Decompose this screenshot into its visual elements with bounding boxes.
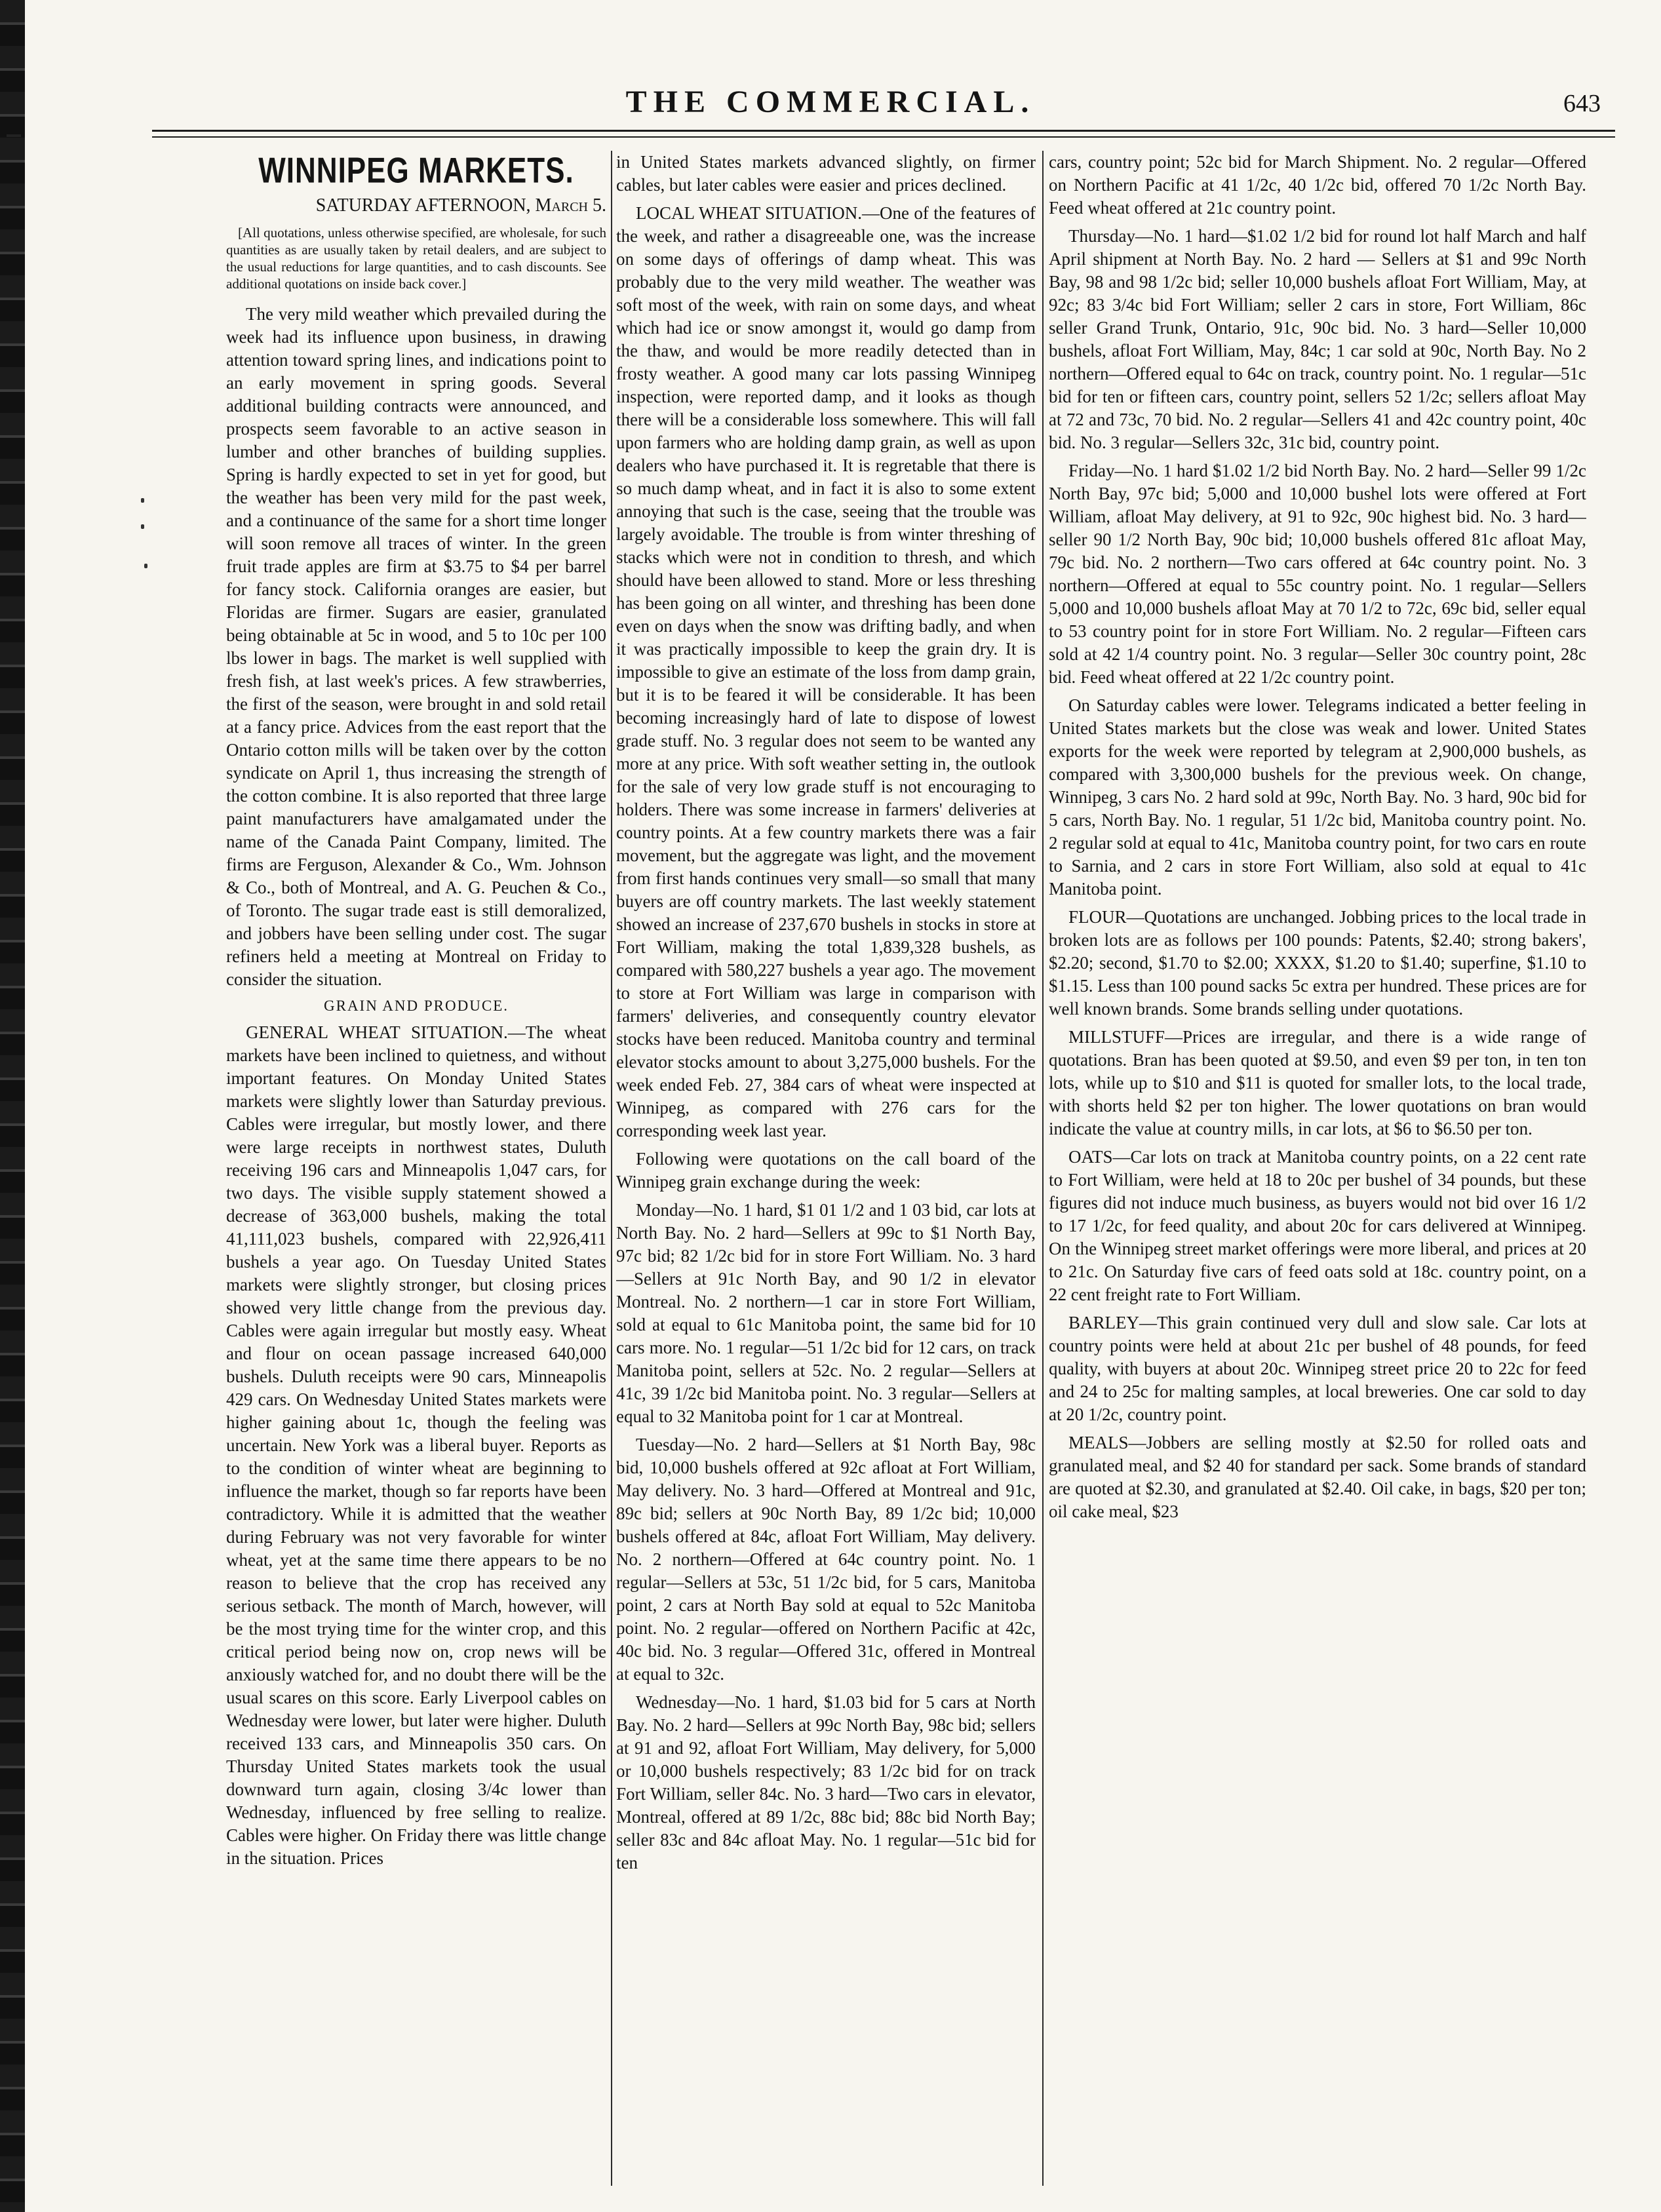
paragraph-lead: FLOUR (1068, 907, 1127, 927)
paragraph: Tuesday—No. 2 hard—Sellers at $1 North Bay, 98c bid, 10,000 bushels offered at 92c afloat at Fort William, May delivery. No. 3 hard—Offered at Montreal and 91c, 89c bid; sellers at 90c North Bay, 89 1/2c bid; 10,000 bushels offered at 84c, afloat Fort William, May delivery. No. 2 northern—Offered at 64c country point. No. 1 regular—Sellers at 53c, 51 1/2c bid, for 5 cars, Manitoba point, 2 cars at North Bay sold at equal to 52c Manitoba point. No. 2 regular—offered on Northern Pacific at 42c, 40c bid. No. 3 regular—Offered 31c, offered in Montreal at equal to 32c. (616, 1435, 1036, 1684)
column-1 (226, 151, 606, 2186)
paragraph (1049, 1026, 1586, 1140)
masthead (46, 84, 1615, 123)
paragraph: The very mild weather which prevailed during the week had its influence upon business, in drawing attention toward spring lines, and indications point to an early movement in spring goods. Several additional building contracts were announced, and prospects seem favorable to an active season in lumber and other branches of building supplies. Spring is hardly expected to set in yet for good, but the weather has been very mild for the past week, and a continuance of the same for a short time longer will soon remove all traces of winter. In the green fruit trade apples are firm at $3.75 to $4 per barrel for fancy stock. California oranges are easier, but Floridas are firmer. Sugars are easier, granulated being obtainable at 5c in wood, and 5 to 10c per 100 lbs lower in bags. The market is well supplied with fresh fish, at last week's prices. A few strawberries, the first of the season, were brought in and sold retail at a fancy price. Advices from the east report that the Ontario cotton mills will be taken over by the cotton syndicate on April 1, thus increasing the strength of the cotton combine. It is also reported that three large paint manufacturers have amalgamated under the name of the Canada Paint Company, limited. The firms are Ferguson, Alexander & Co., Wm. Johnson & Co., both of Montreal, and A. G. Peuchen & Co., of Toronto. The sugar trade east is still demoralized, and jobbers have been selling under cost. The sugar refiners held a meeting at Montreal on Friday to consider the situation. (226, 304, 606, 989)
paragraph-body: —Car lots on track at Manitoba country points, on a 22 cent rate to Fort William, were held at 18 to 20c per bushel of 34 pounds, but these figures did not induce much business, as buyers would not bid over 16 1/2 to 17 1/2c, for feed quality, and about 20c for cars delivered at Winnipeg. On the Winnipeg street market offerings were more liberal, and prices at 20 to 21c. On Saturday five cars of feed oats sold at 18c. country point, on a 22 cent freight rate to Fort William. (1049, 1147, 1586, 1304)
page-number: 643 (1563, 90, 1601, 117)
section-subhead: GRAIN AND PRODUCE. (324, 998, 509, 1014)
paragraph (1049, 1431, 1586, 1523)
margin-speck (144, 564, 147, 568)
dateline: SATURDAY AFTERNOON, March 5. (315, 195, 606, 216)
quotation-note: [All quotations, unless otherwise specified, are wholesale, for such quantities as are usually taken by retail dealers, and are subject to the usual reductions for large quantities, and to cash discounts. See additional quotations on inside back cover.] (226, 225, 606, 292)
paragraph-body: —Quotations are unchanged. Jobbing prices to the local trade in broken lots are as follows per 100 pounds: Patents, $2.40; strong bakers', $2.20; second, $1.70 to $2.00; XXXX, $1.20 to $1.40; superfine, $1.10 to $1.15. Less than 100 pound sacks 5c extra per hundred. These prices are for well known brands. Some brands selling under quotations. (1049, 907, 1586, 1019)
paragraph (1049, 906, 1586, 1020)
paragraph (616, 202, 1036, 1142)
paragraph-lead: BARLEY (1068, 1313, 1139, 1332)
binding-edge (0, 0, 25, 2212)
paragraph-lead: MILLSTUFF (1068, 1027, 1165, 1047)
masthead-title: THE COMMERCIAL. (625, 85, 1036, 119)
paragraph: Following were quotations on the call board of the Winnipeg grain exchange during the week: (616, 1149, 1036, 1192)
paragraph (1049, 1146, 1586, 1306)
paragraph-lead: LOCAL WHEAT SITUATION. (636, 203, 863, 223)
paragraph: Thursday—No. 1 hard—$1.02 1/2 bid for round lot half March and half April shipment at North Bay. No. 2 hard — Sellers at $1 and 99c North Bay, 98 and 98 1/2c bid; seller 10,000 bushels afloat Fort William, May, at 92c; 83 3/4c bid Fort William; seller 2 cars in store, Fort William, 86c seller Grand Trunk, Ontario, 91c, 90c bid. No. 3 hard—Seller 10,000 bushels, afloat Fort William, May, 84c; 1 car sold at 90c, North Bay. No 2 northern—Offered equal to 64c on track, country point. No. 1 regular—51c bid for ten or fifteen cars, country point, sellers 52 1/2c; sellers afloat May at 72 and 73c, 70 bid. No. 2 regular—Sellers 41 and 42c country point, 40c bid. No. 3 regular—Sellers 32c, 31c bid, country point. (1049, 226, 1586, 452)
paragraph-body: —The wheat markets have been inclined to quietness, and without important features. On Monday United States markets were slightly lower than Saturday previous. Cables were irregular, but mostly lower, and there were large receipts in northwest states, Duluth receiving 196 cars and Minneapolis 1,047 cars, for two days. The visible supply statement showed a decrease of 363,000 bushels, making the total 41,111,023 bushels, compared with 22,926,411 bushels a year ago. On Tuesday United States markets were slightly stronger, but closing prices showed very little change from the previous day. Cables were again irregular but mostly easy. Wheat and flour on ocean passage increased 640,000 bushels. Duluth receipts were 90 cars, Minneapolis 429 cars. On Wednesday United States markets were higher gaining about 1c, though the feeling was uncertain. New York was a liberal buyer. Reports as to the condition of winter wheat are beginning to influence the market, though so far reports have been contradictory. While it is admitted that the weather during February was not very favorable for winter wheat, yet at the same time there appears to be no reason to believe that the crop has received any serious setback. The month of March, however, will be the most trying time for the winter crop, and this critical period being now on, crop news will be anxiously watched for, and no doubt there will be the usual scares on this score. Early Liverpool cables on Wednesday were lower, but later were higher. Duluth received 133 cars, and Minneapolis 350 cars. On Thursday United States markets took the usual downward turn again, closing 3/4c lower than Wednesday, influenced by free selling to realize. Cables were higher. On Friday there was little change in the situation. Prices (226, 1022, 606, 1868)
paragraph: Monday—No. 1 hard, $1 01 1/2 and 1 03 bid, car lots at North Bay. No. 2 hard—Sellers at 99c to $1 North Bay, 97c bid; 82 1/2c bid for in store Fort William. No. 3 hard—Sellers at 91c North Bay, and 90 1/2 in elevator Montreal. No. 2 northern—1 car in store Fort William, sold at equal to 61c Manitoba point, the same bid for 10 cars more. No. 1 regular—51 1/2c bid for 12 cars, on track Manitoba point, sellers at 52c. No. 2 regular—Sellers at 41c, 39 1/2c bid Manitoba point. No. 3 regular—Sellers at equal to 32 Manitoba point for 1 car at Montreal. (616, 1200, 1036, 1426)
paragraph (226, 1021, 606, 1870)
paragraph-body: —This grain continued very dull and slow sale. Car lots at country points were held at about 21c per bushel of 48 pounds, for feed quality, with buyers at about 20c. Winnipeg street price 20 to 22c for feed and 24 to 25c for malting samples, at local breweries. One car sold to day at 20 1/2c, country point. (1049, 1313, 1586, 1424)
paragraph: Friday—No. 1 hard $1.02 1/2 bid North Bay. No. 2 hard—Seller 99 1/2c North Bay, 97c bid; 5,000 and 10,000 bushel lots were offered at Fort William, afloat May delivery, at 91 to 92c, 90c highest bid. No. 3 hard—seller 90 1/2 North Bay, 90c bid; 10,000 bushels offered 81c afloat May, 79c bid. No. 2 northern—Two cars offered at 64c country point. No. 3 northern—Offered at equal to 55c country point. No. 1 regular—Sellers 5,000 and 10,000 bushels afloat May at 70 1/2 to 72c, 69c bid, seller equal to 53 country point for in store Fort William. No. 2 regular—Fifteen cars sold at 42 1/4 country point. No. 3 regular—Seller 30c country point, 28c bid. Feed wheat offered at 22 1/2c country point. (1049, 461, 1586, 687)
margin-speck (141, 524, 144, 529)
paragraph-lead: MEALS (1068, 1433, 1129, 1452)
paragraph: cars, country point; 52c bid for March Shipment. No. 2 regular—Offered on Northern Pacific at 41 1/2c, 40 1/2c bid, offered 70 1/2c North Bay. Feed wheat offered at 21c country point. (1049, 152, 1586, 218)
paragraph-lead: OATS (1068, 1147, 1113, 1167)
masthead-rule-bottom (152, 136, 1615, 138)
paragraph-body: —Prices are irregular, and there is a wide range of quotations. Bran has been quoted at $9.50, and even $9 per ton, in ten ton lots, while up to $10 and $11 is quoted for smaller lots, to the local trade, with shorts held $2 per ton higher. The lower quotations on bran would indicate the value at country mills, in car lots, at $6 to $6.50 per ton. (1049, 1027, 1586, 1138)
headline: WINNIPEG MARKETS. (258, 151, 574, 191)
paragraph-body: —Jobbers are selling mostly at $2.50 for rolled oats and granulated meal, and $2 40 for standard per sack. Some brands of standard are quoted at $2.30, and granulated at $2.40. Oil cake, in bags, $20 per ton; oil cake meal, $23 (1049, 1433, 1586, 1521)
column-2 (616, 151, 1036, 2186)
paragraph-lead: GENERAL WHEAT SITUATION. (246, 1022, 508, 1042)
paragraph: Wednesday—No. 1 hard, $1.03 bid for 5 cars at North Bay. No. 2 hard—Sellers at 99c North Bay, 98c bid; sellers at 91 and 92, afloat Fort William, May delivery, for 5,000 or 10,000 bushels respectively; 83 1/2c bid for on track Fort William, seller 84c. No. 3 hard—Two cars in elevator, Montreal, offered at 89 1/2c, 88c bid; 88c bid North Bay; seller 83c and 84c afloat May. No. 1 regular—51c bid for ten (616, 1692, 1036, 1872)
paragraph-body: —One of the features of the week, and rather a disagreeable one, was the increase on some days of offerings of damp wheat. This was probably due to the very mild weather. The weather was soft most of the week, with rain on some days, and wheat which had ice or snow amongst it, would go damp from the thaw, and would be more readily detected than in frosty weather. A good many car lots passing Winnipeg inspection, were reported damp, and it looks as though there will be a considerable loss somewhere. This will fall upon farmers who are holding damp grain, as well as upon dealers who have purchased it. It is regretable that there is so much damp wheat, and in fact it is also to some extent annoying that such is the case, seeing that the trouble was largely avoidable. The trouble is from winter threshing of stacks which were not in condition to thresh, and which should have been allowed to stand. More or less threshing has been going on all winter, and threshing has been done even on days when the snow was drifting badly, and when it was practically impossible to keep the grain dry. It is impossible to give an estimate of the loss from damp grain, but it is to be feared it will be considerable. It has been becoming increasingly hard of late to dispose of lowest grade stuff. No. 3 regular does not seem to be wanted any more at any price. With soft weather setting in, the outlook for the sale of very low grade stuff is not encouraging to holders. There was some increase in farmers' deliveries at country points. At a few country markets there was a fair movement, but the aggregate was light, and the movement from first hands continues very small—so small that many buyers are off country markets. The last weekly statement showed an increase of 237,670 bushels in stocks in store at Fort William, making the total 1,839,328 bushels, as compared with 580,227 bushels a year ago. The movement to store at Fort William was large in comparison with farmers' deliveries, and consequently country elevator stocks have been reduced. Manitoba country and terminal elevator stocks amount to about 3,275,000 bushels. For the week ended Feb. 27, 384 cars of wheat were inspected at Winnipeg, as compared with 276 cars for the corresponding week last year. (616, 203, 1036, 1140)
margin-speck (141, 498, 144, 503)
masthead-rule-top (152, 130, 1615, 132)
column-divider (1042, 151, 1044, 2186)
margin-mark (7, 134, 21, 137)
paragraph: in United States markets advanced slightly, on firmer cables, but later cables were easier and prices declined. (616, 152, 1036, 195)
paragraph: On Saturday cables were lower. Telegrams indicated a better feeling in United States markets but the close was weak and lower. United States exports for the week were reported by telegram at 2,900,000 bushels, as compared with 3,300,000 bushels for the previous week. On change, Winnipeg, 3 cars No. 2 hard sold at 99c, North Bay. No. 3 hard, 90c bid for 5 cars, North Bay. No. 1 regular, 51 1/2c bid, Manitoba country point. No. 2 regular sold at equal to 41c, Manitoba country point, for two cars en route to Sarnia, and 2 cars in store Fort William, also sold at equal to 41c Manitoba point. (1049, 695, 1586, 899)
column-divider (611, 151, 612, 2186)
paragraph (1049, 1311, 1586, 1426)
column-3 (1049, 151, 1586, 2186)
